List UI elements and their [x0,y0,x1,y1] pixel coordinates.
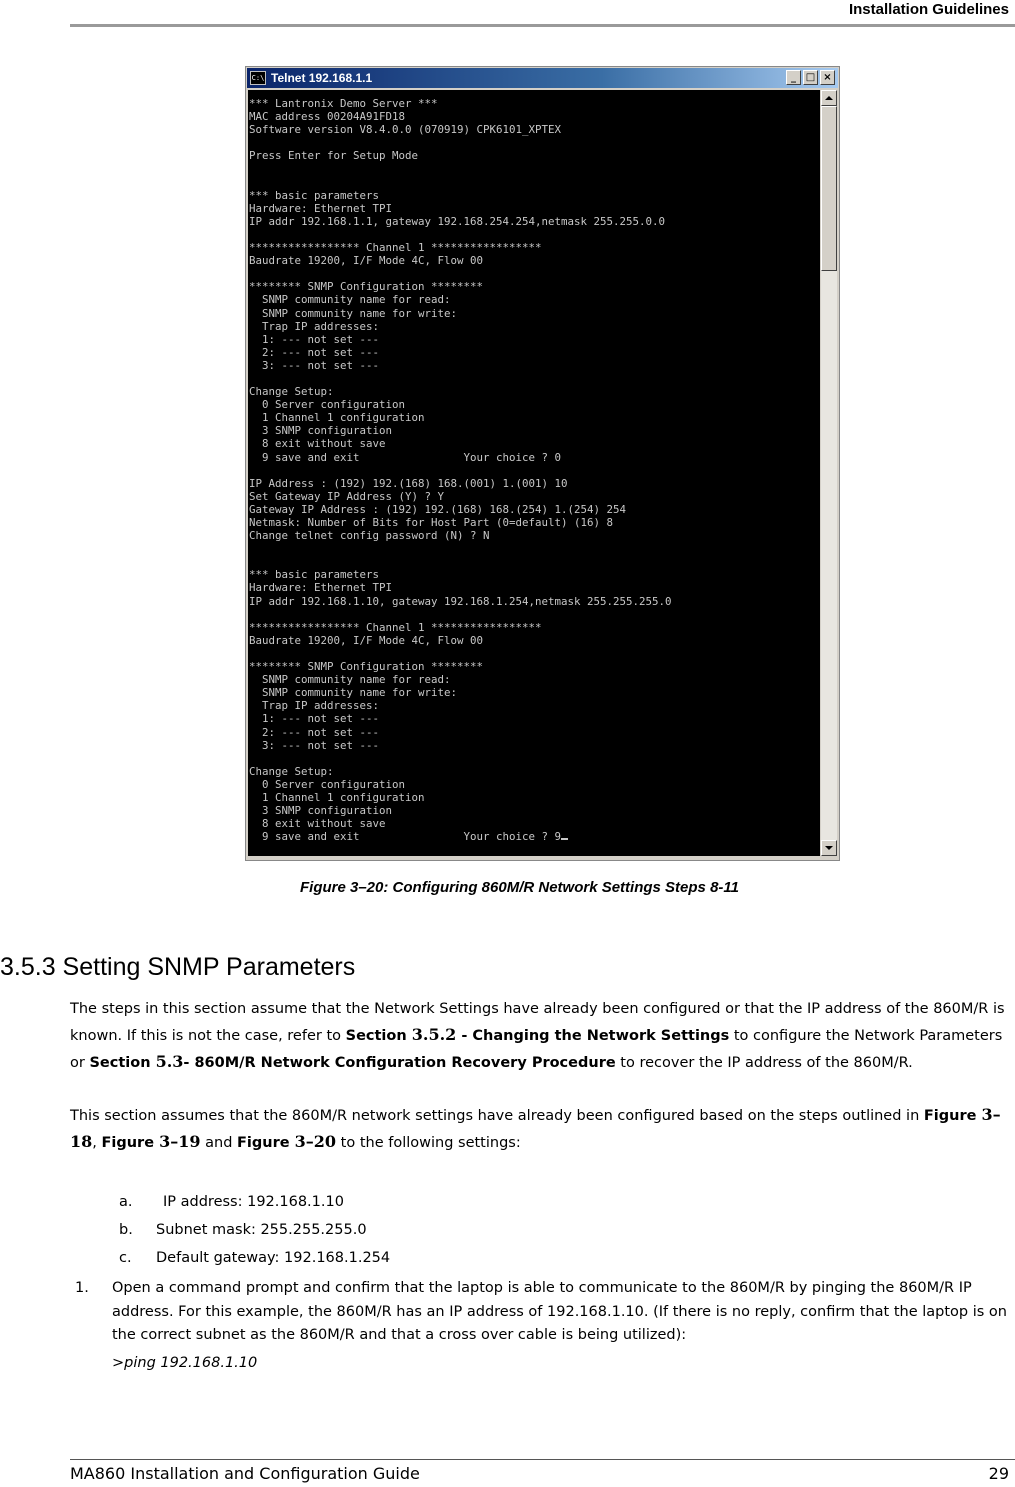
separator-1: , [92,1135,102,1151]
step-1 [75,1277,1015,1348]
figure-link-3-20[interactable] [237,1132,337,1151]
fig1-number: 3–18 [70,1105,1001,1151]
section-link-3-5-2[interactable] [345,1025,730,1044]
ref2-label: Section [89,1055,156,1071]
footer-doc-title: MA860 Installation and Configuration Guide [70,1464,420,1483]
scroll-down-button[interactable] [821,840,837,856]
scroll-thumb[interactable] [821,106,837,271]
ref2-number: 5.3 [155,1052,184,1071]
section-heading: 3.5.3 Setting SNMP Parameters [0,953,356,981]
p1-text-a: The steps in this section assume that the Network Settings have already been configured or that the IP address of the 860M/R is known. If this is not the case, refer to [70,1001,1005,1044]
ref2-title: - 860M/R Network Configuration Recovery Procedure [183,1055,616,1071]
list-item [119,1245,390,1273]
close-button[interactable]: × [820,70,835,85]
vertical-scrollbar[interactable] [821,90,837,856]
console-output: *** Lantronix Demo Server *** MAC address 00204A91FD18 Software version V8.4.0.0 (070919) CPK6101_XPTEX Press Enter for Setup Mode *** basic parameters Hardware: Ethernet TPI IP addr 192.168.1.1, gateway 192.168.254.254,netmask 255.255.0.0 ***************** Channel 1 ***************** Baudrate 19200, I/F Mode 4C, Flow 00 ******** SNMP Configuration ******** SNMP community name for read: SNMP community name for write: Trap IP addresses: 1: --- not set --- 2: --- not set --- 3: --- not set --- Change Setup: 0 Server configuration 1 Channel 1 configuration 3 SNMP configuration 8 exit without save 9 save and exit Your choice ? 0 IP Address : (192) 192.(168) 168.(001) 1.(001) 10 Set Gateway IP Address (Y) ? Y Gateway IP Address : (192) 192.(168) 168.(254) 1.(254) 254 Netmask: Number of Bits for Host Part (0=default) (16) 8 Change telnet config password (N) ? N *** basic parameters Hardware: Ethernet TPI IP addr 192.168.1.10, gateway 192.168.1.254,netmask 255.255.255.0 ***************** Channel 1 ***************** Baudrate 19200, I/F Mode 4C, Flow 00 ******** SNMP Configuration ******** SNMP community name for read: SNMP community name for write: Trap IP addresses: 1: --- not set --- 2: --- not set --- 3: --- not set --- Change Setup: 0 Server configuration 1 Channel 1 configuration 3 SNMP configuration 8 exit without save 9 save and exit Your choice ? 9 [249,97,672,844]
figure-link-3-19[interactable] [101,1132,201,1151]
arrow-down-icon [825,846,833,850]
fig2-label: Figure [101,1135,160,1151]
list-item-text: Subnet mask: 255.255.255.0 [156,1222,367,1238]
telnet-window-title: Telnet 192.168.1.1 [271,71,373,85]
telnet-titlebar [247,68,838,88]
list-marker: a. [119,1194,133,1210]
running-header [0,0,1015,28]
header-title: Installation Guidelines [848,1,1009,18]
step-text: Open a command prompt and confirm that the laptop is able to communicate to the 860M/R by pinging the 860M/R IP address. For this example, the 860M/R has an IP address of 192.168.1.10. (If there is no reply, confirm that the laptop is on the correct subnet as the 860M/R and that a cross over cable is being utilized): [112,1280,1007,1343]
p1-text-b: to configure the Network Parameters or [70,1028,1003,1071]
p1-text-c: to recover the IP address of the 860M/R. [615,1055,913,1071]
p2-text-a: This section assumes that the 860M/R network settings have already been configured based on the steps outlined in [70,1108,924,1124]
telnet-console [248,90,820,856]
ref1-title: - Changing the Network Settings [456,1028,730,1044]
footer-rule [70,1459,1015,1460]
fig2-number: 3–19 [159,1132,201,1151]
scroll-up-button[interactable] [821,90,837,106]
console-cursor [561,838,568,840]
minimize-button[interactable]: _ [786,70,801,85]
list-item [119,1217,390,1245]
header-rule [70,24,1015,27]
page-number: 29 [988,1464,1009,1483]
figure-caption: Figure 3–20: Configuring 860M/R Network Settings Steps 8-11 [300,879,739,896]
ping-command: >ping 192.168.1.10 [112,1355,258,1371]
fig1-label: Figure [923,1108,982,1124]
maximize-button[interactable]: □ [803,70,818,85]
list-marker: c. [119,1250,132,1266]
list-item-text: Default gateway: 192.168.1.254 [156,1250,391,1266]
window-controls [786,70,835,85]
settings-list [119,1189,390,1273]
fig3-number: 3–20 [294,1132,337,1151]
ref1-number: 3.5.2 [411,1025,457,1044]
intro-paragraph [70,996,1010,1076]
fig3-label: Figure [237,1135,295,1151]
telnet-window-screenshot [245,66,840,861]
settings-paragraph [70,1102,1010,1156]
list-item [119,1189,390,1217]
arrow-up-icon [825,96,833,100]
ref1-label: Section [345,1028,412,1044]
console-app-icon: C:\ [250,71,266,85]
list-item-text: IP address: 192.168.1.10 [163,1194,344,1210]
step-number: 1. [75,1280,89,1296]
list-marker: b. [119,1222,133,1238]
separator-2: and [200,1135,238,1151]
p2-text-b: to the following settings: [336,1135,521,1151]
section-link-5-3[interactable] [89,1052,616,1071]
